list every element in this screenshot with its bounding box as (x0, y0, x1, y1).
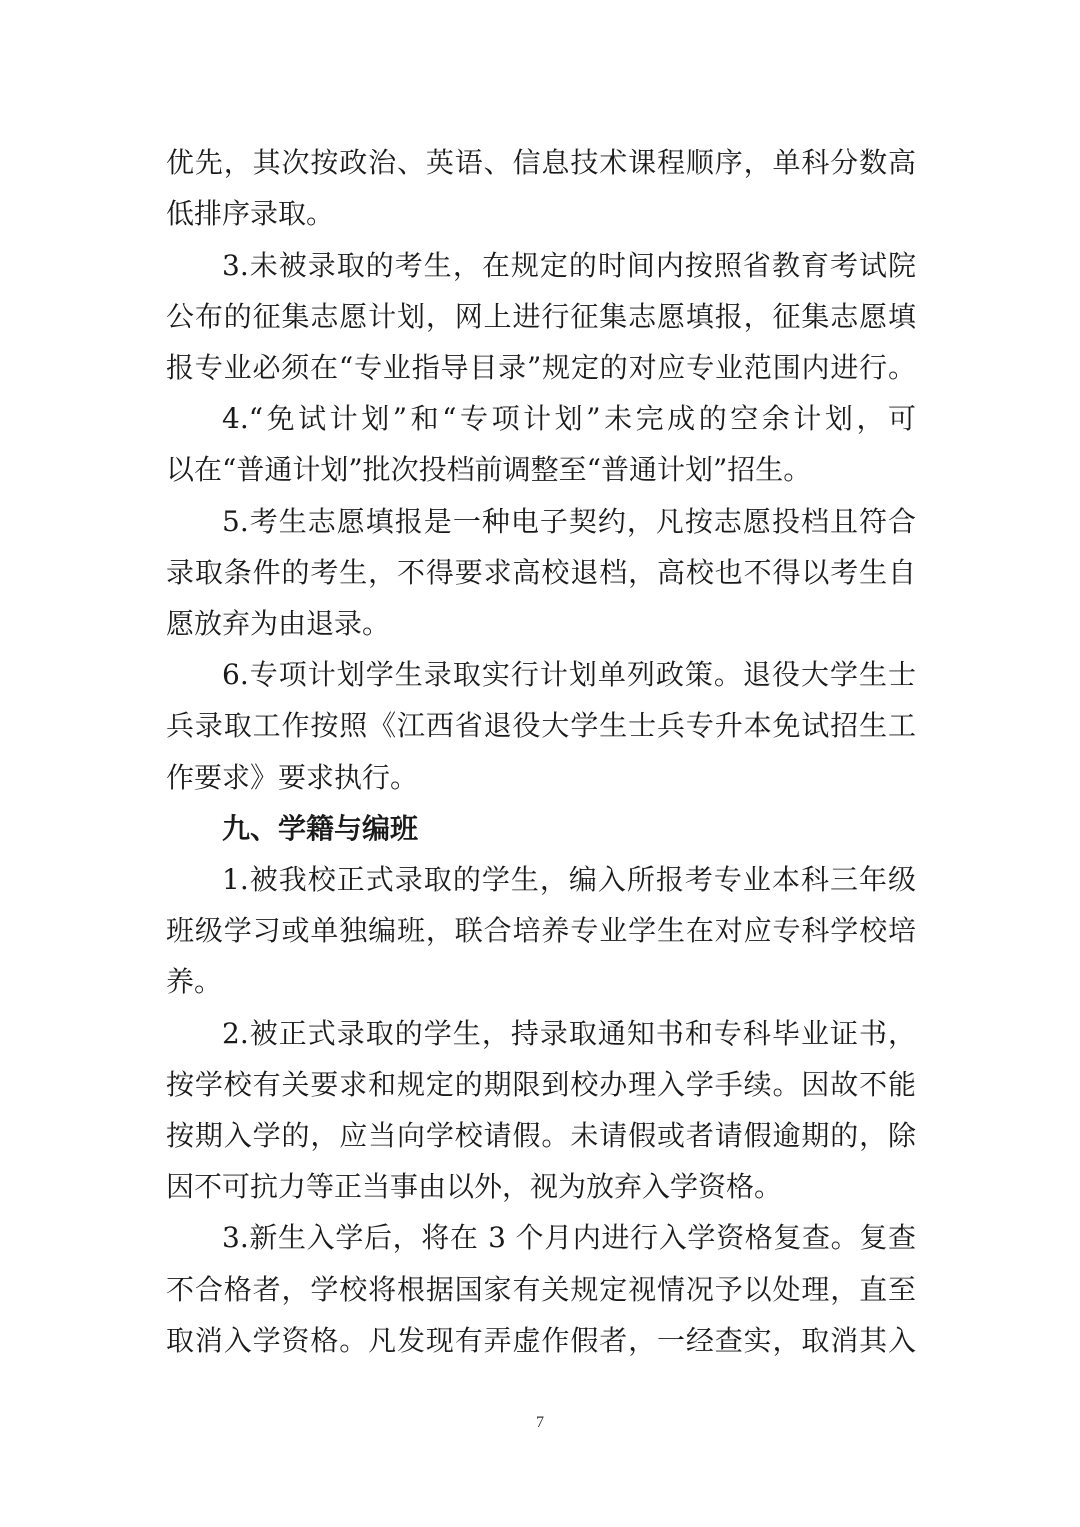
body-line: 不合格者，学校将根据国家有关规定视情况予以处理，直至 (166, 1273, 916, 1306)
body-line: 取消入学资格。凡发现有弄虚作假者，一经查实，取消其入 (166, 1324, 916, 1357)
body-line: 兵录取工作按照《江西省退役大学生士兵专升本免试招生工 (166, 709, 916, 742)
body-line: 愿放弃为由退录。 (166, 607, 391, 640)
body-line: 优先，其次按政治、英语、信息技术课程顺序，单科分数高 (166, 146, 916, 179)
section-heading: 九、学籍与编班 (222, 812, 419, 845)
list-item-1-line: 1.被我校正式录取的学生，编入所报考专业本科三年级 (222, 863, 916, 896)
body-line: 公布的征集志愿计划，网上进行征集志愿填报，征集志愿填 (166, 300, 916, 333)
body-line: 作要求》要求执行。 (166, 761, 419, 794)
list-item-3-line: 3.未被录取的考生，在规定的时间内按照省教育考试院 (222, 249, 916, 282)
list-item-2-line: 2.被正式录取的学生，持录取通知书和专科毕业证书， (222, 1017, 916, 1050)
list-item-3-line: 3.新生入学后，将在 3 个月内进行入学资格复查。复查 (222, 1221, 916, 1254)
body-line: 以在“普通计划”批次投档前调整至“普通计划”招生。 (166, 453, 812, 486)
body-line: 班级学习或单独编班，联合培养专业学生在对应专科学校培 (166, 914, 916, 947)
body-line: 按期入学的，应当向学校请假。未请假或者请假逾期的，除 (166, 1119, 916, 1152)
body-line: 录取条件的考生，不得要求高校退档，高校也不得以考生自 (166, 556, 916, 589)
body-line: 因不可抗力等正当事由以外，视为放弃入学资格。 (166, 1170, 783, 1203)
body-line: 低排序录取。 (166, 197, 335, 230)
body-line: 报专业必须在“专业指导目录”规定的对应专业范围内进行。 (166, 351, 916, 384)
list-item-6-line: 6.专项计划学生录取实行计划单列政策。退役大学生士 (222, 658, 916, 691)
body-line: 按学校有关要求和规定的期限到校办理入学手续。因故不能 (166, 1068, 916, 1101)
body-line: 养。 (166, 965, 223, 998)
list-item-5-line: 5.考生志愿填报是一种电子契约，凡按志愿投档且符合 (222, 505, 916, 538)
page-number: 7 (536, 1414, 544, 1431)
list-item-4-line: 4.“免试计划”和“专项计划”未完成的空余计划，可 (222, 402, 916, 435)
